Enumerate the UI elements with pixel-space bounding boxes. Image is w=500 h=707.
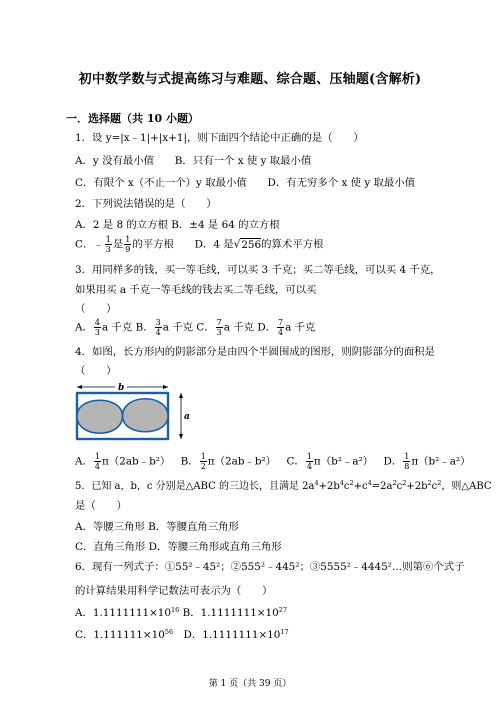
b-arrow-right xyxy=(163,385,168,389)
q3-option-a-label: A． xyxy=(75,321,93,334)
q2-options-cd xyxy=(75,235,324,254)
fraction-denominator: 2 xyxy=(200,462,206,471)
fraction-denominator: 4 xyxy=(94,462,100,471)
fraction-numerator: 1 xyxy=(94,452,100,461)
q5-text: 5．已知 a，b，c 分别是△ABC 的三边长，且满足 2a xyxy=(75,481,315,492)
fraction-denominator: 8 xyxy=(404,462,410,471)
q5-options-ab: A．等腰三角形 B．等腰直角三角形 xyxy=(75,521,239,533)
q6-option-b-exponent: 27 xyxy=(278,606,288,614)
sqrt-symbol: √ xyxy=(233,238,241,251)
fraction-numerator: 7 xyxy=(216,318,222,327)
fraction-denominator: 3 xyxy=(216,328,222,337)
q4-option-a-fraction xyxy=(94,452,101,471)
q3-line-1: 3．用同样多的钱，买一等毛线，可以买 3 千克；买二等毛线，可以买 4 千克， xyxy=(75,264,441,276)
q3-options xyxy=(75,318,315,337)
q6-option-d-exponent: 17 xyxy=(280,628,289,636)
page-title: 初中数学数与式提高练习与难题、综合题、压轴题(含解析) xyxy=(78,72,422,87)
a-arrow-bottom xyxy=(179,434,183,439)
q2-c-fraction-1 xyxy=(105,235,112,254)
q3-option-a-fraction xyxy=(94,318,101,337)
a-label: a xyxy=(184,412,190,422)
q1-options-ab: A．y 没有最小值 B．只有一个 x 使 y 取最小值 xyxy=(75,155,312,167)
q2-stem: 2．下列说法错误的是（ ） xyxy=(75,198,217,210)
q4-options xyxy=(75,452,471,471)
q3-paren: （ ） xyxy=(75,303,117,315)
q3-option-c-suffix: a 千克 D． xyxy=(223,321,277,334)
q6-option-a-exponent: 16 xyxy=(171,606,180,614)
q3-option-a-suffix: a 千克 B． xyxy=(102,321,154,334)
section-heading: 一．选择题（共 10 小题） xyxy=(66,112,199,125)
q3-option-d-suffix: a 千克 xyxy=(285,321,316,334)
q6-option-b: B．1.1111111×10 xyxy=(179,607,279,619)
q4-option-c-fraction xyxy=(306,452,313,471)
q5-line-1: 5．已知 a，b，c 分别是△ABC 的三边长，且满足 $2a^4+2b^4c^2+c^4=2a^2c^2+2b^2c^2$，则△ABC xyxy=(75,479,492,492)
fraction-denominator: 4 xyxy=(306,462,312,471)
q2-c-fraction-2 xyxy=(124,235,131,254)
q4-option-d-fraction xyxy=(403,452,410,471)
fraction-numerator: 1 xyxy=(404,452,410,461)
fraction-numerator: 1 xyxy=(306,452,312,461)
q6-option-c: C．1.111111×10 xyxy=(75,629,165,641)
q1-stem: 1．设 y=|x﹣1|+|x+1|，则下面四个结论中正确的是（ ） xyxy=(75,132,364,144)
q4-option-a-label: A． xyxy=(75,455,93,468)
q4-option-c-expr: π（b²﹣a²） xyxy=(313,455,374,468)
q5-options-cd: C．直角三角形 D．等腰三角形或直角三角形 xyxy=(75,541,282,553)
q4-option-b-expr: π（2ab﹣b²） xyxy=(207,455,277,468)
fraction-numerator: 1 xyxy=(200,452,206,461)
fraction-numerator: 7 xyxy=(278,318,284,327)
q5-text: c xyxy=(431,481,438,492)
q2-d-radicand: 256 xyxy=(241,238,262,251)
fraction-numerator: 3 xyxy=(155,318,161,327)
q1-options-cd: C．有限个 x（不止一个）y 取最小值 D．有无穷多个 x 使 y 取最小值 xyxy=(75,177,416,189)
q6-option-c-exponent: 56 xyxy=(164,628,174,636)
q4-option-b-fraction xyxy=(200,452,207,471)
b-arrow-left xyxy=(77,385,82,389)
a-arrow-top xyxy=(179,393,183,398)
q3-option-b-suffix: a 千克 C． xyxy=(162,321,215,334)
q3-line-2: 如果用买 a 千克一等毛线的钱去买二等毛线，可以买 xyxy=(75,284,317,296)
q5-text: c xyxy=(343,481,350,492)
fraction-denominator: 4 xyxy=(155,328,161,337)
fraction-numerator: 1 xyxy=(105,235,111,244)
q2-c-mid: 是 xyxy=(112,238,124,251)
q5-text: c xyxy=(396,481,403,492)
q2-d-suffix: 的算术平方根 xyxy=(261,238,324,251)
fraction-denominator: 4 xyxy=(278,328,284,337)
q5-text: +2b xyxy=(406,481,428,492)
q5-line-2: 是（ ） xyxy=(75,500,127,512)
q4-option-b-label: B． xyxy=(180,455,199,468)
q5-text: =2a xyxy=(371,481,393,492)
q6-option-d: D．1.1111111×10 xyxy=(173,629,281,641)
q5-text: +2b xyxy=(318,481,340,492)
q4-option-c-label: C． xyxy=(286,455,305,468)
q6-options-cd xyxy=(75,628,289,642)
page-footer: 第 1 页（共 39 页） xyxy=(208,679,292,689)
q6-option-a: A．1.1111111×10 xyxy=(75,607,172,619)
q4-paren: （ ） xyxy=(75,365,117,377)
q6-line-1: 6．现有一列式子：①55²﹣45²；②555²﹣445²；③5555²﹣4445²…则第⑥个式子 xyxy=(75,561,465,573)
b-label: b xyxy=(118,383,125,393)
rectangle-semicircles-figure xyxy=(75,381,195,441)
q4-option-d-label: D． xyxy=(383,455,403,468)
q2-options-ab: A．2 是 8 的立方根 B．±4 是 64 的立方根 xyxy=(75,219,280,231)
fraction-denominator: 9 xyxy=(125,245,131,254)
fraction-numerator: 4 xyxy=(94,318,100,327)
fraction-numerator: 1 xyxy=(125,235,131,244)
q3-option-c-fraction xyxy=(216,318,223,337)
q5-text: ，则△ABC xyxy=(441,481,492,492)
fraction-denominator: 3 xyxy=(105,245,111,254)
q2-c-prefix: C．﹣ xyxy=(75,238,104,251)
q2-c-suffix: 的平方根 D．4 是 xyxy=(132,238,234,251)
q4-option-a-expr: π（2ab﹣b²） xyxy=(102,455,171,468)
q3-option-b-fraction xyxy=(155,318,162,337)
q6-options-ab xyxy=(75,606,287,620)
q3-option-d-fraction xyxy=(277,318,284,337)
q4-line-1: 4．如图，长方形内的阴影部分是由四个半圆围成的图形，则阴影部分的面积是 xyxy=(75,346,435,358)
q4-option-d-expr: π（b²﹣a²） xyxy=(411,455,471,468)
q6-line-2: 的计算结果用科学记数法可表示为（ ） xyxy=(75,585,273,597)
q5-text: +c xyxy=(353,481,368,492)
fraction-denominator: 3 xyxy=(94,328,100,337)
